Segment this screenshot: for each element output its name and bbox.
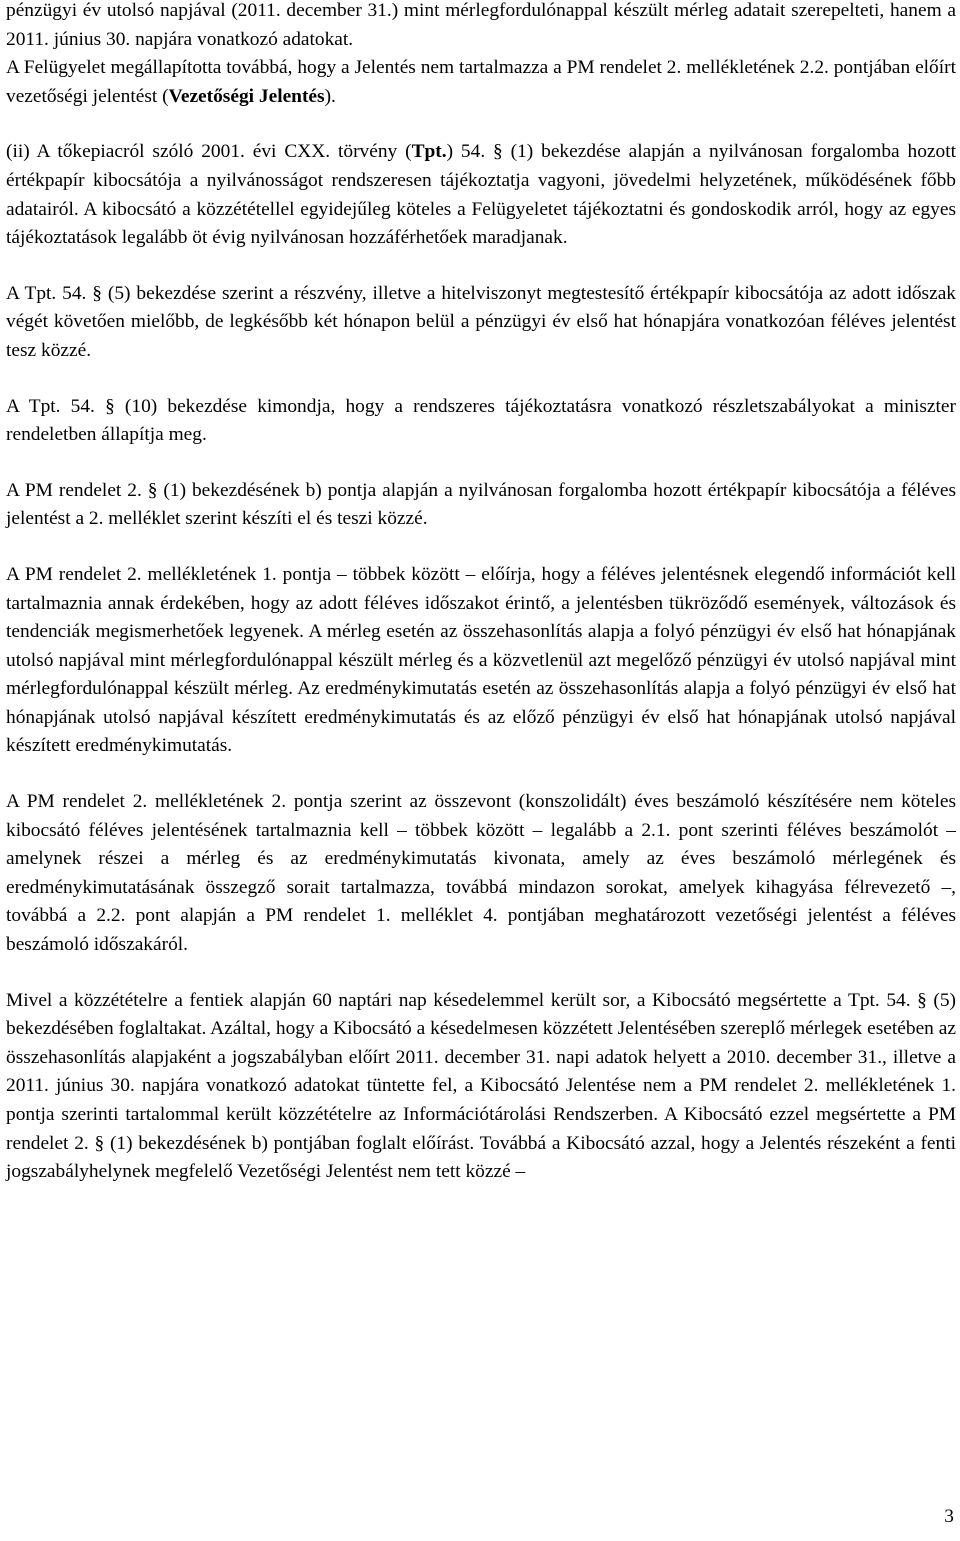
paragraph-9: Mivel a közzétételre a fentiek alapján 60 naptári nap késedelemmel került sor, a Kibocsátó megsértette a Tpt. 54. § (5) bekezdésében foglaltakat. Azáltal, hogy a Kibocsátó a késedelmesen közzétett Jelentésében szereplő mérlegek esetében az összehasonlítás alapjaként a jogszabályban előírt 2011. december 31. napi adatok helyett a 2010. december 31., illetve a 2011. június 30. napjára vonatkozó adatokat tüntette fel, a Kibocsátó Jelentése nem a PM rendelet 2. mellékletének 1. pontja szerinti tartalommal került közzétételre az Információtárolási Rendszerben. A Kibocsátó ezzel megsértette a PM rendelet 2. § (1) bekezdésének b) pontjában foglalt előírást. Továbbá a Kibocsátó azzal, hogy a Jelentés részeként a fenti jogszabályhelynek megfelelő Vezetőségi Jelentést nem tett közzé –	[6, 989, 956, 1183]
paragraph-4: A Tpt. 54. § (5) bekezdése szerint a részvény, illetve a hitelviszonyt megtestesítő értékpapír kibocsátója az adott időszak végét követően mielőbb, de legkésőbb két hónapon belül a pénzügyi év első hat hónapjára vonatkozóan féléves jelentést tesz közzé.	[6, 282, 956, 361]
paragraph-6: A PM rendelet 2. § (1) bekezdésének b) pontja alapján a nyilvánosan forgalomba hozott értékpapír kibocsátója a féléves jelentést a 2. melléklet szerint készíti el és teszi közzé.	[6, 479, 956, 530]
page-number: 3	[944, 1506, 954, 1527]
paragraph-8: A PM rendelet 2. mellékletének 2. pontja szerint az összevont (konszolidált) éves beszámoló készítésére nem köteles kibocsátó féléves jelentésének tartalmaznia kell – többek között – legalább a 2.1. pont szerinti féléves beszámolót – amelynek részei a mérleg és az eredménykimutatás kivonata, amely az éves beszámoló mérlegének és eredménykimutatásának összegző sorait tartalmazza, továbbá mindazon sorokat, amelyek kihagyása félrevezető –, továbbá a 2.2. pont alapján a PM rendelet 1. melléklet 4. pontjában meghatározott vezetőségi jelentést a féléves beszámoló időszakáról.	[6, 791, 956, 956]
document-page	[6, 0, 956, 1187]
paragraph-7: A PM rendelet 2. mellékletének 1. pontja – többek között – előírja, hogy a féléves jelentésnek elegendő információt kell tartalmaznia annak érdekében, hogy az adott féléves időszakot érintő, a jelentésben tükröződő események, változások és tendenciák megismerhetőek legyenek. A mérleg esetén az összehasonlítás alapja a folyó pénzügyi év első hat hónapjának utolsó napjával mint mérlegfordulónappal készült mérleg és a közvetlenül azt megelőző pénzügyi év utolsó napjával mint mérlegfordulónappal készült mérleg. Az eredménykimutatás esetén az összehasonlítás alapja a folyó pénzügyi év első hat hónapjának utolsó napjával készített eredménykimutatás és az előző pénzügyi év első hat hónapjának utolsó napjával készített eredménykimutatás.	[6, 563, 956, 757]
paragraph-3-text-a: (ii) A tőkepiacról szóló 2001. évi CXX. törvény (	[6, 141, 412, 163]
paragraph-1: pénzügyi év utolsó napjával (2011. december 31.) mint mérlegfordulónappal készült mérleg adatait szerepelteti, hanem a 2011. június 30. napjára vonatkozó adatokat.	[6, 0, 956, 50]
paragraph-2-text-a: A Felügyelet megállapította továbbá, hogy a Jelentés nem tartalmazza a PM rendelet 2. mellékletének 2.2. pontjában előírt vezetőségi jelentést (	[6, 57, 956, 107]
paragraph-3	[6, 138, 956, 252]
paragraph-3-text-b: ) 54. § (1) bekezdése alapján a nyilvánosan forgalomba hozott értékpapír kibocsátója a nyilvánosságot rendszeresen tájékoztatja vagyoni, jövedelmi helyzetének, működésének főbb adatairól. A kibocsátó a közzététellel egyidejűleg köteles a Felügyeletet tájékoztatni és gondoskodik arról, hogy az egyes tájékoztatások legalább öt évig nyilvánosan hozzáférhetőek maradjanak.	[6, 141, 956, 249]
defined-term-vezetosegi-jelentes: Vezetőségi Jelentés	[168, 85, 325, 107]
paragraph-2	[6, 54, 956, 111]
defined-term-tpt: Tpt.	[411, 141, 447, 163]
paragraph-2-text-b: ).	[324, 85, 336, 107]
paragraph-5: A Tpt. 54. § (10) bekezdése kimondja, hogy a rendszeres tájékoztatásra vonatkozó részletszabályokat a miniszter rendeletben állapítja meg.	[6, 395, 956, 446]
